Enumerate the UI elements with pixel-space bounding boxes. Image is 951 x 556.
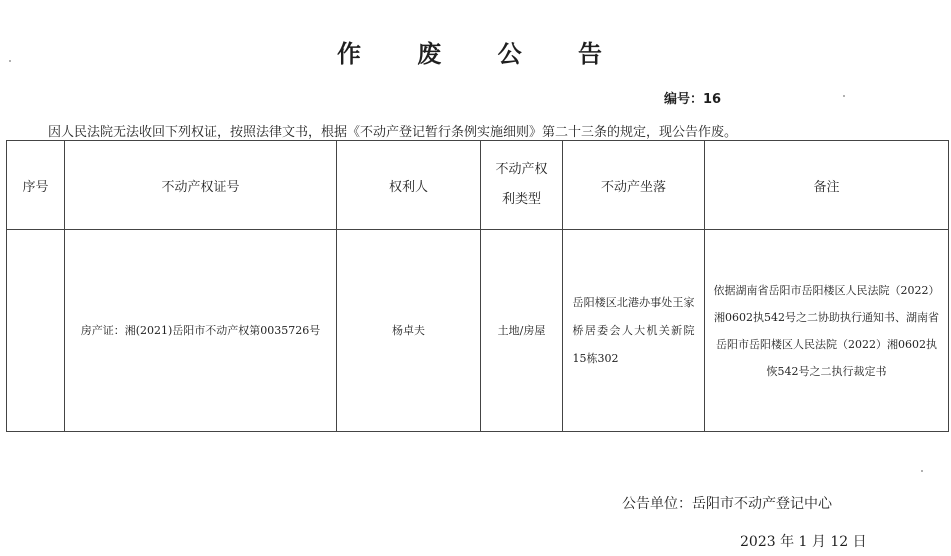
header-owner: 权利人 xyxy=(337,141,481,230)
cell-certificate: 房产证：湘(2021)岳阳市不动产权第0035726号 xyxy=(65,230,337,432)
cell-location xyxy=(563,230,705,432)
scan-speck xyxy=(921,470,923,472)
header-right-type-text: 不动产权利类型 xyxy=(495,162,548,207)
cell-owner: 杨卓夫 xyxy=(337,230,481,432)
header-index: 序号 xyxy=(7,141,65,230)
cell-remark xyxy=(705,230,949,432)
issue-date: 2023 年 1 月 12 日 xyxy=(740,534,867,550)
intro-paragraph: 因人民法院无法收回下列权证，按照法律文书，根据《不动产登记暂行条例实施细则》第二十三条的规定，现公告作废。 xyxy=(48,125,738,140)
header-certificate: 不动产权证号 xyxy=(65,141,337,230)
invalidation-table xyxy=(6,140,949,432)
scan-speck xyxy=(9,60,11,62)
scan-speck xyxy=(843,95,845,97)
header-right-type xyxy=(481,141,563,230)
table-header-row xyxy=(7,141,949,230)
document-number: 编号：16 xyxy=(664,92,722,107)
table-row xyxy=(7,230,949,432)
cell-right-type: 土地/房屋 xyxy=(481,230,563,432)
page-title: 作 废 公 告 xyxy=(336,40,627,68)
header-remark: 备注 xyxy=(705,141,949,230)
cell-index xyxy=(7,230,65,432)
cell-location-text: 岳阳楼区北港办事处王家桥居委会人大机关新院15栋302 xyxy=(572,295,695,365)
issuing-unit: 公告单位：岳阳市不动产登记中心 xyxy=(622,496,832,512)
cell-remark-text: 依据湖南省岳阳市岳阳楼区人民法院（2022）湘0602执542号之二协助执行通知书、湖南省岳阳市岳阳楼区人民法院（2022）湘0602执恢542号之二执行裁定书 xyxy=(713,283,940,378)
header-location: 不动产坐落 xyxy=(563,141,705,230)
